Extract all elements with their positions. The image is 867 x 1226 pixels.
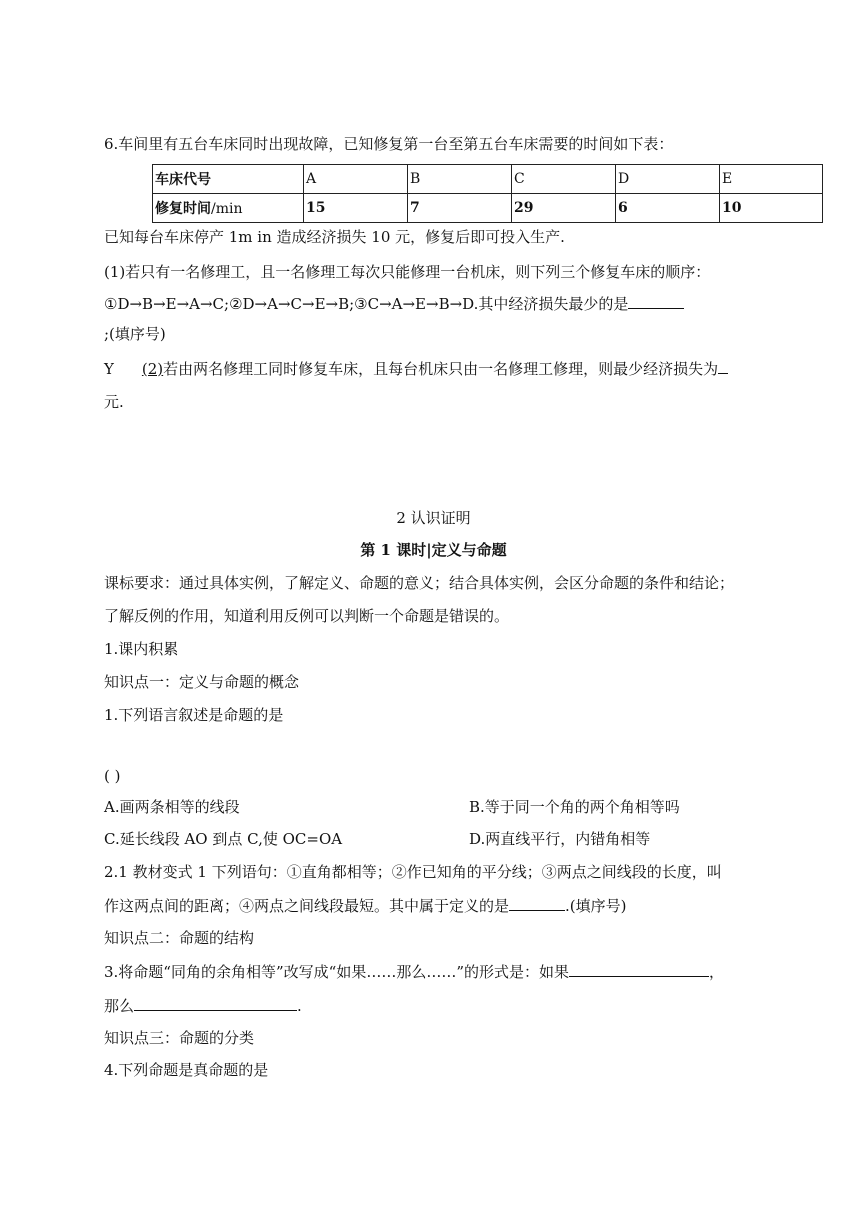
- q6-intro: 6.车间里有五台车床同时出现故障，已知修复第一台至第五台车床需要的时间如下表：: [104, 135, 674, 153]
- curriculum-requirement-2: 了解反例的作用，知道利用反例可以判断一个命题是错误的。: [104, 607, 510, 625]
- knowledge-point-2: 知识点二：命题的结构: [104, 929, 255, 947]
- question-1: 1.下列语言叙述是命题的是: [104, 706, 284, 724]
- knowledge-point-3: 知识点三：命题的分类: [104, 1029, 255, 1047]
- question-3-line-1: [104, 961, 724, 982]
- table-cell: 29: [512, 194, 616, 223]
- question-3-text: 3.将命题“同角的余角相等”改写成“如果……那么……”的形式是：如果: [104, 963, 569, 981]
- table-header-label: 车床代号: [153, 165, 304, 194]
- question-2-text: 作这两点间的距离；④两点之间线段最短。其中属于定义的是: [104, 897, 510, 915]
- question-3-period: .: [297, 997, 302, 1015]
- part-heading: 1.课内积累: [104, 640, 179, 658]
- q6-part2-num: (2): [141, 360, 164, 378]
- question-3-then: 那么: [104, 997, 135, 1015]
- question-2-line-1: 2.1 教材变式 1 下列语句：①直角都相等；②作已知角的平分线；③两点之间线段的长度，叫: [104, 863, 722, 881]
- q6-part2-tail: 元.: [104, 393, 124, 411]
- q6-orders-text: ①D→B→E→A→C;②D→A→C→E→B;③C→A→E→B→D.其中经济损失最少的是: [104, 295, 629, 313]
- lesson-title: 第 1 课时|定义与命题: [360, 541, 507, 559]
- option-c: C.延长线段 AO 到点 C,使 OC=OA: [104, 830, 343, 848]
- q6-note: 已知每台车床停产 1m in 造成经济损失 10 元，修复后即可投入生产.: [104, 228, 565, 246]
- question-3-comma: ，: [709, 963, 725, 981]
- table-cell: 6: [616, 194, 720, 223]
- time-label: 修复时间: [155, 201, 211, 217]
- option-d: D.两直线平行，内错角相等: [469, 830, 651, 848]
- table-cell: D: [616, 165, 720, 194]
- table-cell: B: [408, 165, 512, 194]
- q6-part2: [104, 358, 728, 379]
- table-cell: A: [304, 165, 408, 194]
- answer-parentheses: ( ): [104, 767, 121, 785]
- curriculum-requirement-1: 课标要求：通过具体实例，了解定义、命题的意义；结合具体实例，会区分命题的条件和结论；: [104, 574, 735, 592]
- answer-blank[interactable]: [509, 895, 565, 911]
- answer-blank[interactable]: [569, 961, 709, 977]
- q6-part2-text: 若由两名修理工同时修复车床，且每台机床只由一名修理工修理，则最少经济损失为: [163, 360, 719, 378]
- table-cell: 10: [720, 194, 823, 223]
- option-a: A.画两条相等的线段: [104, 798, 240, 816]
- answer-blank[interactable]: [628, 293, 684, 309]
- table-cell: 15: [304, 194, 408, 223]
- option-b: B.等于同一个角的两个角相等吗: [469, 798, 680, 816]
- table-row-label: [153, 194, 304, 223]
- q6-part2-prefix: Y: [104, 360, 114, 378]
- answer-blank[interactable]: [134, 995, 297, 1011]
- question-2-tail: .(填序号): [565, 897, 627, 915]
- table-cell: C: [512, 165, 616, 194]
- question-4: 4.下列命题是真命题的是: [104, 1061, 269, 1079]
- q6-part1: (1)若只有一名修理工，且一名修理工每次只能修理一台机床，则下列三个修复车床的顺序：: [104, 263, 711, 281]
- q6-part1-orders: [104, 293, 684, 314]
- question-2-line-2: [104, 895, 627, 916]
- section-title: 2 认识证明: [396, 509, 471, 527]
- time-unit: /min: [211, 201, 243, 217]
- repair-time-table: [152, 164, 823, 223]
- answer-blank[interactable]: [718, 358, 728, 374]
- q6-part1-tail: ;(填序号): [104, 325, 166, 343]
- question-3-line-2: [104, 995, 302, 1016]
- knowledge-point-1: 知识点一：定义与命题的概念: [104, 673, 300, 691]
- table-row: [153, 194, 823, 223]
- table-cell: E: [720, 165, 823, 194]
- table-cell: 7: [408, 194, 512, 223]
- table-row: [153, 165, 823, 194]
